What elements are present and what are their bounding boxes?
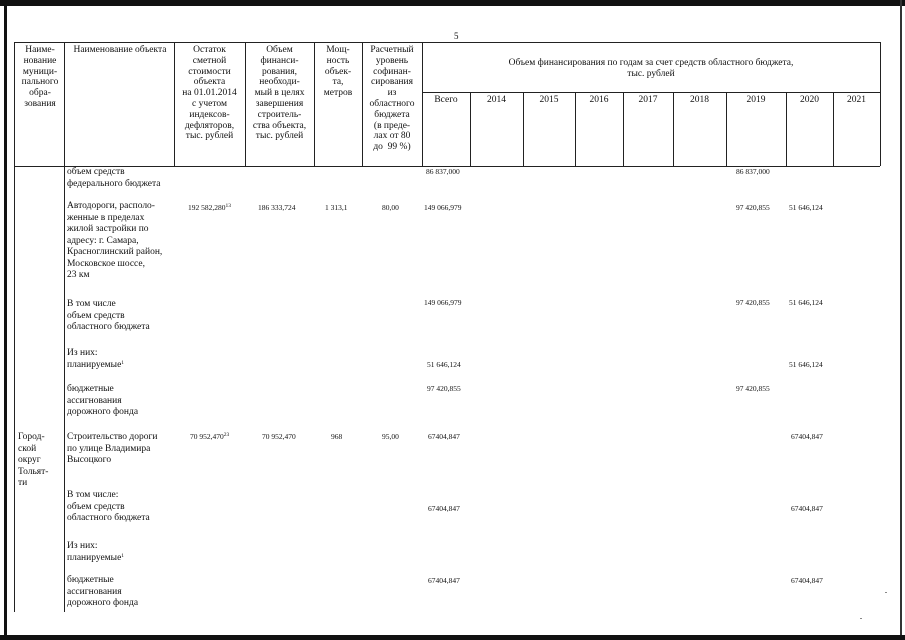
row-text: бюджетные ассигнования дорожного фонда [67, 384, 139, 417]
row-total: 149 066,979 [424, 203, 462, 212]
scan-artifact [885, 592, 887, 593]
row-total: 67404,847 [428, 576, 460, 585]
row-total: 51 646,124 [427, 360, 461, 369]
row-2020: 51 646,124 [789, 360, 823, 369]
row-text: бюджетные ассигнования дорожного фонда [67, 575, 139, 608]
header-capacity: Мощ- ность объек- та, метров [323, 45, 353, 99]
header-cofinancing-level: Расчетный уровень софинан- сирования из областного бюджета (в преде- лах от 80 до 99 %) [369, 45, 415, 153]
row-remaining-cost: 70 952,470$^{23}$ [190, 432, 230, 441]
row-text: Из них: планируемые$^1$ [67, 348, 125, 370]
row-2019: 86 837,000 [736, 167, 770, 176]
header-year-2021: 2021 [847, 95, 866, 105]
row-2020: 67404,847 [791, 576, 823, 585]
scan-artifact [860, 618, 862, 619]
header-remaining-cost: Остаток сметной стоимости объекта на 01.01.2014 с учетом индексов- дефляторов, тыс. рублей [182, 45, 237, 142]
row-total: 149 066,979 [424, 298, 462, 307]
row-total: 67404,847 [428, 504, 460, 513]
row-total: 86 837,000 [426, 167, 460, 176]
row-total: 97 420,855 [427, 384, 461, 393]
row-2020: 67404,847 [791, 504, 823, 513]
header-municipality: Наиме- нование муници- пального обра- зования [21, 45, 59, 109]
page-frame-top [0, 0, 905, 6]
page-number: 5 [454, 31, 459, 41]
header-years-group: Объем финансирования по годам за счет средств областного бюджета, тыс. рублей [508, 58, 794, 79]
header-financing-volume: Объем финанси- рования, необходи- мый в целях завершения строитель- ства объекта, тыс. рублей [252, 45, 307, 142]
page-frame-left [4, 0, 7, 640]
row-financing-volume: 186 333,724 [258, 203, 296, 212]
row-text: В том числе: объем средств областного бюджета [67, 490, 150, 523]
header-year-2019: 2019 [746, 95, 766, 105]
header-year-2018: 2018 [690, 95, 709, 105]
row-text: Строительство дороги по улице Владимира Высоцкого [67, 432, 158, 465]
row-municipality: Город- ской округ Тольят- ти [18, 432, 49, 488]
row-cofinancing: 80,00 [382, 203, 399, 212]
header-year-2020: 2020 [800, 95, 819, 105]
row-2020: 51 646,124 [789, 203, 823, 212]
page-frame-right [900, 0, 902, 640]
row-text: Из них: планируемые$^1$ [67, 541, 125, 563]
row-cofinancing: 95,00 [382, 432, 399, 441]
row-2020: 67404,847 [791, 432, 823, 441]
header-year-2016: 2016 [589, 95, 609, 105]
row-2020: 51 646,124 [789, 298, 823, 307]
row-capacity: 1 313,1 [325, 203, 348, 212]
header-object-name: Наименование объекта [73, 45, 167, 55]
row-capacity: 968 [331, 432, 343, 441]
row-remaining-cost: 192 582,280$^{13}$ [188, 203, 231, 212]
header-total: Всего [434, 95, 458, 105]
page-frame-bottom [0, 635, 905, 640]
header-year-2014: 2014 [487, 95, 506, 105]
row-text: Автодороги, располо- женные в пределах жилой застройки по адресу: г. Самара, Красноглинский район, Московское шоссе, 23 км [67, 201, 163, 280]
row-2019: 97 420,855 [736, 298, 770, 307]
row-total: 67404,847 [428, 432, 460, 441]
row-text: объем средств федерального бюджета [67, 167, 161, 189]
row-2019: 97 420,855 [736, 203, 770, 212]
row-text: В том числе объем средств областного бюджета [67, 299, 150, 332]
header-year-2015: 2015 [539, 95, 559, 105]
row-2019: 97 420,855 [736, 384, 770, 393]
header-year-2017: 2017 [638, 95, 658, 105]
row-financing-volume: 70 952,470 [262, 432, 296, 441]
